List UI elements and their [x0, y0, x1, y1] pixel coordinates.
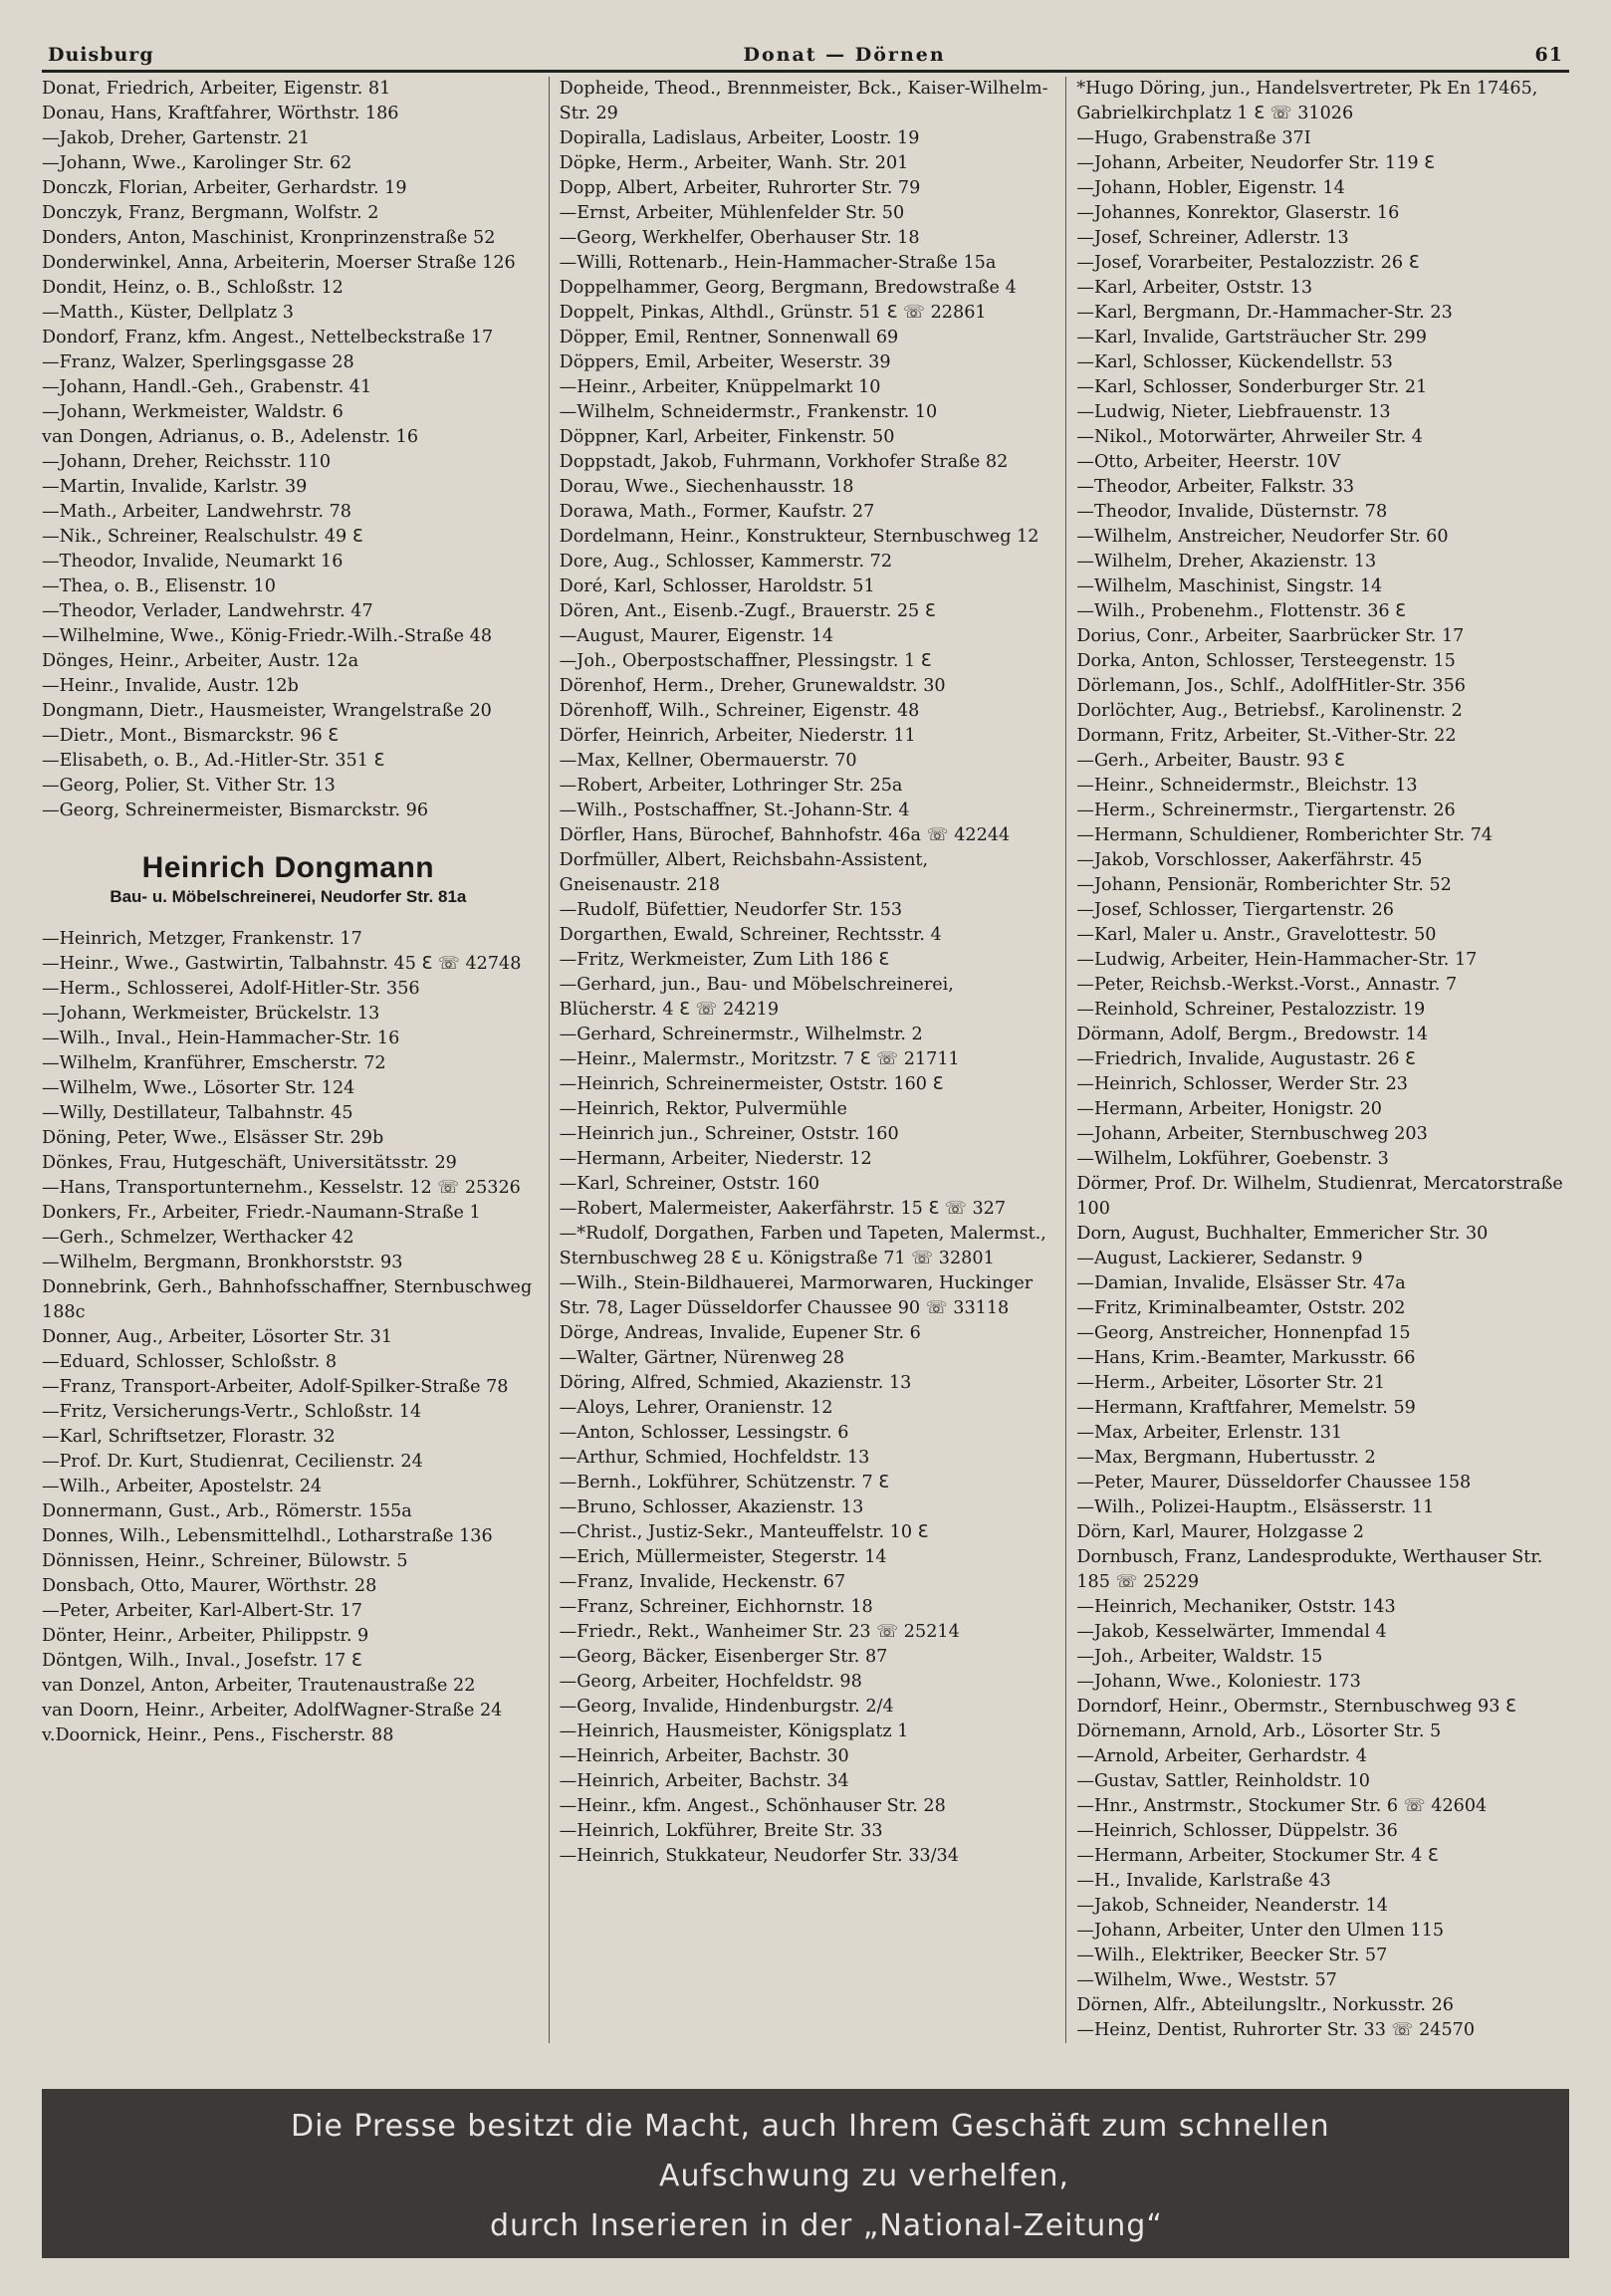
directory-entry: —Martin, Invalide, Karlstr. 39: [42, 477, 308, 497]
directory-entry: —Fritz, Werkmeister, Zum Lith 186 ℇ: [559, 950, 890, 970]
directory-entry: —Bruno, Schlosser, Akazienstr. 13: [559, 1497, 864, 1517]
directory-entry: Dore, Aug., Schlosser, Kammerstr. 72: [559, 552, 893, 572]
directory-entry: —Wilhelm, Kranführer, Emscherstr. 72: [42, 1053, 386, 1073]
directory-entry: Donczk, Florian, Arbeiter, Gerhardstr. 19: [42, 178, 407, 198]
directory-entry: —Max, Kellner, Obermauerstr. 70: [559, 751, 857, 771]
column-2-entries: [560, 77, 1052, 1869]
directory-entry: —Willi, Rottenarb., Hein-Hammacher-Straße 15a: [559, 253, 997, 273]
directory-entry: —Gerh., Schmelzer, Werthacker 42: [42, 1228, 354, 1248]
directory-entry: —Theodor, Arbeiter, Falkstr. 33: [1076, 477, 1355, 497]
directory-entry: —Jakob, Vorschlosser, Aakerfährstr. 45: [1076, 850, 1423, 870]
directory-entry: Dörlemann, Jos., Schlf., AdolfHitler-Str. 356: [1076, 676, 1466, 696]
directory-entry: —Heinrich, Schlosser, Werder Str. 23: [1076, 1074, 1408, 1094]
directory-entry: —Gerhard, jun., Bau- und Möbelschreinerei, Blücherstr. 4 ℇ ☏ 24219: [559, 975, 954, 1020]
directory-entry: —Johann, Werkmeister, Waldstr. 6: [42, 402, 344, 422]
directory-entry: —Otto, Arbeiter, Heerstr. 10V: [1076, 452, 1341, 472]
directory-entry: —Josef, Schlosser, Tiergartenstr. 26: [1076, 900, 1394, 920]
ad-business-name: Heinrich Dongmann: [141, 851, 435, 884]
directory-entry: Döntgen, Wilh., Inval., Josefstr. 17 ℇ: [42, 1651, 362, 1671]
header-range: Donat — Dörnen: [743, 44, 946, 66]
directory-entry: —Gerh., Arbeiter, Baustr. 93 ℇ: [1076, 751, 1345, 771]
directory-entry: —Wilh., Probenehm., Flottenstr. 36 ℇ: [1076, 601, 1406, 621]
directory-entry: Dorau, Wwe., Siechenhausstr. 18: [559, 477, 854, 497]
directory-entry: —Hermann, Kraftfahrer, Memelstr. 59: [1076, 1398, 1416, 1418]
page-number: 61: [1534, 44, 1563, 66]
directory-entry: —Ludwig, Arbeiter, Hein-Hammacher-Str. 17: [1076, 950, 1478, 970]
directory-entry: —Franz, Transport-Arbeiter, Adolf-Spilker-Straße 78: [42, 1377, 509, 1397]
directory-entry: Dongmann, Dietr., Hausmeister, Wrangelstraße 20: [42, 701, 492, 721]
page-header: [42, 44, 1569, 73]
directory-entry: Dopiralla, Ladislaus, Arbeiter, Loostr. 19: [559, 128, 920, 148]
directory-entry: —Hermann, Arbeiter, Niederstr. 12: [559, 1149, 872, 1169]
directory-entry: —Wilh., Arbeiter, Apostelstr. 24: [42, 1477, 323, 1496]
directory-entry: Dörfer, Heinrich, Arbeiter, Niederstr. 11: [559, 726, 916, 746]
directory-entry: —Heinz, Dentist, Ruhrorter Str. 33 ☏ 24570: [1076, 2020, 1476, 2040]
directory-entry: —Karl, Arbeiter, Oststr. 13: [1076, 278, 1313, 298]
directory-entry: Donders, Anton, Maschinist, Kronprinzenstraße 52: [42, 228, 496, 248]
directory-entry: Dönges, Heinr., Arbeiter, Austr. 12a: [42, 651, 359, 671]
directory-entry: —Walter, Gärtner, Nürenweg 28: [559, 1348, 845, 1368]
directory-entry: —Karl, Maler u. Anstr., Gravelottestr. 50: [1076, 925, 1437, 945]
directory-entry: —Reinhold, Schreiner, Pestalozzistr. 19: [1076, 1000, 1426, 1020]
directory-entry: Dorlöchter, Aug., Betriebsf., Karolinenstr. 2: [1076, 701, 1463, 721]
directory-entry: —Johann, Pensionär, Romberichter Str. 52: [1076, 875, 1452, 895]
directory-entry: van Dongen, Adrianus, o. B., Adelenstr. 16: [42, 427, 419, 447]
directory-entry: Dorndorf, Heinr., Obermstr., Sternbuschweg 93 ℇ: [1076, 1697, 1516, 1717]
business-ad: [42, 851, 535, 909]
directory-entry: Dormann, Fritz, Arbeiter, St.-Vither-Str. 22: [1076, 726, 1457, 746]
directory-entry: —Heinr., Malermstr., Moritzstr. 7 ℇ ☏ 21711: [559, 1049, 960, 1069]
directory-entry: —Gerhard, Schreinermstr., Wilhelmstr. 2: [559, 1025, 923, 1044]
directory-entry: Donau, Hans, Kraftfahrer, Wörthstr. 186: [42, 104, 399, 123]
directory-entry: —Georg, Werkhelfer, Oberhauser Str. 18: [559, 228, 920, 248]
directory-entry: —Joh., Oberpostschaffner, Plessingstr. 1 ℇ: [559, 651, 932, 671]
directory-entry: Dorius, Conr., Arbeiter, Saarbrücker Str. 17: [1076, 626, 1465, 646]
directory-entry: Dörn, Karl, Maurer, Holzgasse 2: [1076, 1522, 1364, 1542]
directory-entry: —Wilhelm, Lokführer, Goebenstr. 3: [1076, 1149, 1389, 1169]
directory-entry: —Karl, Invalide, Gartsträucher Str. 299: [1076, 328, 1427, 347]
directory-entry: —Georg, Arbeiter, Hochfeldstr. 98: [559, 1672, 862, 1692]
directory-entry: Döppner, Karl, Arbeiter, Finkenstr. 50: [559, 427, 895, 447]
directory-entry: —Erich, Müllermeister, Stegerstr. 14: [559, 1547, 887, 1567]
directory-entry: —Hans, Krim.-Beamter, Markusstr. 66: [1076, 1348, 1416, 1368]
directory-entry: —*Rudolf, Dorgathen, Farben und Tapeten, Malermst., Sternbuschweg 28 ℇ u. Königstraße 71 ☏ 32801: [559, 1224, 1046, 1268]
directory-entry: —Georg, Polier, St. Vither Str. 13: [42, 776, 336, 796]
directory-entry: —Fritz, Kriminalbeamter, Oststr. 202: [1076, 1298, 1406, 1318]
directory-entry: —Jakob, Schneider, Neanderstr. 14: [1076, 1896, 1388, 1916]
directory-entry: —Theodor, Invalide, Düsternstr. 78: [1076, 502, 1388, 522]
directory-entry: —Dietr., Mont., Bismarckstr. 96 ℇ: [42, 726, 340, 746]
directory-entry: —Heinrich, Stukkateur, Neudorfer Str. 33/34: [559, 1846, 959, 1866]
directory-entry: —Karl, Schreiner, Oststr. 160: [559, 1174, 820, 1194]
banner-line-2: Aufschwung zu verhelfen,: [659, 2159, 1070, 2193]
columns: [42, 77, 1569, 2043]
directory-entry: Donnes, Wilh., Lebensmittelhdl., Lotharstraße 136: [42, 1526, 493, 1546]
directory-entry: —Wilhelm, Wwe., Lösorter Str. 124: [42, 1078, 355, 1098]
directory-entry: Dönnissen, Heinr., Schreiner, Bülowstr. 5: [42, 1551, 408, 1571]
directory-entry: —Wilhelm, Maschinist, Singstr. 14: [1076, 576, 1383, 596]
directory-entry: Doppstadt, Jakob, Fuhrmann, Vorkhofer Straße 82: [559, 452, 1009, 472]
directory-entry: —Hugo, Grabenstraße 37I: [1076, 128, 1311, 148]
directory-entry: —Nik., Schreiner, Realschulstr. 49 ℇ: [42, 527, 363, 547]
directory-entry: —Matth., Küster, Dellplatz 3: [42, 303, 294, 323]
directory-entry: —Arnold, Arbeiter, Gerhardstr. 4: [1076, 1746, 1367, 1766]
directory-entry: Donkers, Fr., Arbeiter, Friedr.-Naumann-Straße 1: [42, 1203, 481, 1223]
directory-entry: Donat, Friedrich, Arbeiter, Eigenstr. 81: [42, 79, 391, 99]
directory-entry: —Friedr., Rekt., Wanheimer Str. 23 ☏ 25214: [559, 1622, 960, 1642]
directory-entry: —Fritz, Versicherungs-Vertr., Schloßstr. 14: [42, 1402, 422, 1422]
directory-entry: Dornbusch, Franz, Landesprodukte, Werthauser Str. 185 ☏ 25229: [1076, 1547, 1543, 1592]
directory-entry: —Georg, Bäcker, Eisenberger Str. 87: [559, 1647, 888, 1667]
directory-entry: —Hans, Transportunternehm., Kesselstr. 12 ☏ 25326: [42, 1178, 521, 1198]
directory-entry: —Prof. Dr. Kurt, Studienrat, Cecilienstr. 24: [42, 1452, 423, 1472]
directory-entry: —Friedrich, Invalide, Augustastr. 26 ℇ: [1076, 1049, 1416, 1069]
directory-entry: —Christ., Justiz-Sekr., Manteuffelstr. 10 ℇ: [559, 1522, 929, 1542]
directory-entry: Doppelt, Pinkas, Althdl., Grünstr. 51 ℇ ☏ 22861: [559, 303, 987, 323]
directory-entry: —Max, Arbeiter, Erlenstr. 131: [1076, 1423, 1343, 1443]
directory-entry: —Johann, Hobler, Eigenstr. 14: [1076, 178, 1345, 198]
directory-entry: —Johannes, Konrektor, Glaserstr. 16: [1076, 203, 1400, 223]
directory-entry: Dörfler, Hans, Bürochef, Bahnhofstr. 46a ☏ 42244: [559, 825, 1011, 845]
directory-entry: —Johann, Dreher, Reichsstr. 110: [42, 452, 332, 472]
column-1-entries-top: [42, 77, 535, 823]
directory-entry: —Wilhelm, Bergmann, Bronkhorststr. 93: [42, 1253, 403, 1272]
column-3: [1065, 77, 1569, 2043]
directory-entry: —Bernh., Lokführer, Schützenstr. 7 ℇ: [559, 1473, 890, 1492]
directory-entry: van Donzel, Anton, Arbeiter, Trautenaustraße 22: [42, 1676, 476, 1696]
directory-entry: —Johann, Arbeiter, Sternbuschweg 203: [1076, 1124, 1428, 1144]
directory-entry: —Josef, Schreiner, Adlerstr. 13: [1076, 228, 1349, 248]
directory-entry: —Theodor, Verlader, Landwehrstr. 47: [42, 601, 373, 621]
directory-entry: —Wilhelm, Wwe., Weststr. 57: [1076, 1970, 1337, 1990]
directory-entry: Donderwinkel, Anna, Arbeiterin, Moerser Straße 126: [42, 253, 516, 273]
directory-entry: Doré, Karl, Schlosser, Haroldstr. 51: [559, 576, 875, 596]
directory-entry: —Wilh., Inval., Hein-Hammacher-Str. 16: [42, 1029, 400, 1048]
header-city: Duisburg: [48, 44, 154, 66]
directory-entry: Dönkes, Frau, Hutgeschäft, Universitätsstr. 29: [42, 1153, 457, 1173]
directory-entry: Doppelhammer, Georg, Bergmann, Bredowstraße 4: [559, 278, 1017, 298]
directory-entry: —Herm., Arbeiter, Lösorter Str. 21: [1076, 1373, 1386, 1393]
directory-entry: —Robert, Arbeiter, Lothringer Str. 25a: [559, 776, 903, 796]
directory-entry: —Johann, Arbeiter, Neudorfer Str. 119 ℇ: [1076, 153, 1435, 173]
directory-entry: Dörge, Andreas, Invalide, Eupener Str. 6: [559, 1323, 921, 1343]
banner-line-1: Die Presse besitzt die Macht, auch Ihrem Geschäft zum schnellen: [291, 2109, 1330, 2144]
directory-entry: —Heinrich, Arbeiter, Bachstr. 30: [559, 1746, 849, 1766]
directory-entry: —Franz, Walzer, Sperlingsgasse 28: [42, 352, 354, 372]
directory-entry: —Georg, Anstreicher, Honnenpfad 15: [1076, 1323, 1411, 1343]
directory-entry: Donnebrink, Gerh., Bahnhofsschaffner, Sternbuschweg 188c: [42, 1277, 533, 1322]
directory-entry: —Heinr., Invalide, Austr. 12b: [42, 676, 299, 696]
directory-entry: —Johann, Werkmeister, Brückelstr. 13: [42, 1004, 380, 1024]
directory-entry: —Franz, Schreiner, Eichhornstr. 18: [559, 1597, 873, 1617]
directory-entry: —Max, Bergmann, Hubertusstr. 2: [1076, 1448, 1376, 1468]
directory-entry: —Theodor, Invalide, Neumarkt 16: [42, 552, 344, 572]
directory-entry: —Robert, Malermeister, Aakerfährstr. 15 ℇ ☏ 327: [559, 1199, 1007, 1219]
directory-entry: —Peter, Maurer, Düsseldorfer Chaussee 158: [1076, 1473, 1472, 1492]
directory-entry: —Franz, Invalide, Heckenstr. 67: [559, 1572, 846, 1592]
directory-entry: —Eduard, Schlosser, Schloßstr. 8: [42, 1352, 338, 1372]
directory-entry: —Wilh., Postschaffner, St.-Johann-Str. 4: [559, 801, 910, 820]
directory-entry: —Wilh., Polizei-Hauptm., Elsässerstr. 11: [1076, 1497, 1435, 1517]
directory-entry: —Nikol., Motorwärter, Ahrweiler Str. 4: [1076, 427, 1423, 447]
directory-entry: Donner, Aug., Arbeiter, Lösorter Str. 31: [42, 1327, 393, 1347]
directory-entry: —Jakob, Dreher, Gartenstr. 21: [42, 128, 311, 148]
directory-entry: Dörmer, Prof. Dr. Wilhelm, Studienrat, Mercatorstraße 100: [1076, 1174, 1563, 1219]
directory-entry: —Karl, Schlosser, Sonderburger Str. 21: [1076, 377, 1428, 397]
directory-entry: Dorka, Anton, Schlosser, Tersteegenstr. 15: [1076, 651, 1456, 671]
directory-entry: —Heinrich, Metzger, Frankenstr. 17: [42, 929, 362, 949]
directory-entry: —Karl, Schlosser, Kückendellstr. 53: [1076, 352, 1393, 372]
directory-entry: —Arthur, Schmied, Hochfeldstr. 13: [559, 1448, 870, 1468]
directory-entry: *Hugo Döring, jun., Handelsvertreter, Pk En 17465, Gabrielkirchplatz 1 ℇ ☏ 31026: [1076, 79, 1538, 123]
directory-entry: —Hermann, Schuldiener, Romberichter Str. 74: [1076, 825, 1494, 845]
directory-entry: —Karl, Bergmann, Dr.-Hammacher-Str. 23: [1076, 303, 1453, 323]
ad-business-line: Bau- u. Möbelschreinerei, Neudorfer Str. 81a: [110, 887, 467, 906]
column-3-entries: [1076, 77, 1569, 2043]
column-1-entries-bottom: [42, 927, 535, 1748]
directory-entry: —Heinrich, Rektor, Pulvermühle: [559, 1099, 847, 1119]
directory-entry: Dordelmann, Heinr., Konstrukteur, Sternbuschweg 12: [559, 527, 1039, 547]
directory-entry: Döning, Peter, Wwe., Elsässer Str. 29b: [42, 1128, 384, 1148]
directory-entry: —Heinr., kfm. Angest., Schönhauser Str. 28: [559, 1796, 946, 1816]
directory-entry: —Karl, Schriftsetzer, Florastr. 32: [42, 1427, 336, 1447]
directory-entry: —Ernst, Arbeiter, Mühlenfelder Str. 50: [559, 203, 905, 223]
directory-entry: Dorawa, Math., Former, Kaufstr. 27: [559, 502, 875, 522]
directory-entry: Dondorf, Franz, kfm. Angest., Nettelbeckstraße 17: [42, 328, 494, 347]
directory-entry: —August, Lackierer, Sedanstr. 9: [1076, 1249, 1363, 1268]
directory-entry: —Thea, o. B., Elisenstr. 10: [42, 576, 276, 596]
directory-entry: Dorn, August, Buchhalter, Emmericher Str. 30: [1076, 1224, 1489, 1244]
directory-entry: —Peter, Arbeiter, Karl-Albert-Str. 17: [42, 1601, 362, 1621]
directory-entry: Donnermann, Gust., Arb., Römerstr. 155a: [42, 1501, 412, 1521]
directory-entry: —Heinrich, Mechaniker, Oststr. 143: [1076, 1597, 1396, 1617]
directory-entry: —Damian, Invalide, Elsässer Str. 47a: [1076, 1273, 1406, 1293]
directory-entry: Dorfmüller, Albert, Reichsbahn-Assistent, Gneisenaustr. 218: [559, 850, 929, 895]
directory-entry: —Hnr., Anstrmstr., Stockumer Str. 6 ☏ 42604: [1076, 1796, 1488, 1816]
directory-entry: van Doorn, Heinr., Arbeiter, AdolfWagner-Straße 24: [42, 1701, 503, 1721]
directory-entry: —Heinrich, Lokführer, Breite Str. 33: [559, 1821, 883, 1841]
directory-entry: Döpper, Emil, Rentner, Sonnenwall 69: [559, 328, 899, 347]
directory-entry: —Wilhelmine, Wwe., König-Friedr.-Wilh.-Straße 48: [42, 626, 493, 646]
directory-entry: —H., Invalide, Karlstraße 43: [1076, 1871, 1331, 1891]
directory-entry: Dopheide, Theod., Brennmeister, Bck., Kaiser-Wilhelm-Str. 29: [559, 79, 1048, 123]
column-2: [549, 77, 1052, 2043]
directory-entry: —Hermann, Arbeiter, Stockumer Str. 4 ℇ: [1076, 1846, 1439, 1866]
directory-entry: Dorgarthen, Ewald, Schreiner, Rechtsstr. 4: [559, 925, 942, 945]
banner-line-3: durch Inserieren in der „National-Zeitung“: [490, 2208, 1163, 2243]
directory-entry: —Heinrich, Schlosser, Düppelstr. 36: [1076, 1821, 1398, 1841]
directory-entry: Döppers, Emil, Arbeiter, Weserstr. 39: [559, 352, 891, 372]
directory-entry: Donsbach, Otto, Maurer, Wörthstr. 28: [42, 1576, 377, 1596]
directory-entry: —Heinrich, Hausmeister, Königsplatz 1: [559, 1722, 909, 1741]
directory-entry: —Aloys, Lehrer, Oranienstr. 12: [559, 1398, 833, 1418]
directory-entry: —August, Maurer, Eigenstr. 14: [559, 626, 834, 646]
directory-entry: —Wilhelm, Anstreicher, Neudorfer Str. 60: [1076, 527, 1449, 547]
directory-entry: Donczyk, Franz, Bergmann, Wolfstr. 2: [42, 203, 379, 223]
directory-entry: —Gustav, Sattler, Reinholdstr. 10: [1076, 1771, 1370, 1791]
directory-entry: —Johann, Handl.-Geh., Grabenstr. 41: [42, 377, 372, 397]
newspaper-banner-ad: [42, 2089, 1569, 2258]
directory-entry: Döring, Alfred, Schmied, Akazienstr. 13: [559, 1373, 912, 1393]
directory-entry: —Anton, Schlosser, Lessingstr. 6: [559, 1423, 849, 1443]
directory-entry: —Heinrich, Schreinermeister, Oststr. 160 ℇ: [559, 1074, 944, 1094]
directory-entry: —Heinr., Wwe., Gastwirtin, Talbahnstr. 45 ℇ ☏ 42748: [42, 954, 522, 974]
directory-entry: Dören, Ant., Eisenb.-Zugf., Brauerstr. 25 ℇ: [559, 601, 936, 621]
directory-entry: Dörenhof, Herm., Dreher, Grunewaldstr. 30: [559, 676, 946, 696]
directory-entry: Dondit, Heinz, o. B., Schloßstr. 12: [42, 278, 344, 298]
directory-entry: —Herm., Schreinermstr., Tiergartenstr. 26: [1076, 801, 1456, 820]
directory-entry: —Wilh., Stein-Bildhauerei, Marmorwaren, Huckinger Str. 78, Lager Düsseldorfer Chaussee 90 ☏ 33118: [559, 1273, 1034, 1318]
directory-entry: Dörmann, Adolf, Bergm., Bredowstr. 14: [1076, 1025, 1429, 1044]
directory-entry: Dörenhoff, Wilh., Schreiner, Eigenstr. 48: [559, 701, 920, 721]
directory-entry: —Heinr., Schneidermstr., Bleichstr. 13: [1076, 776, 1418, 796]
directory-entry: Dörnemann, Arnold, Arb., Lösorter Str. 5: [1076, 1722, 1442, 1741]
directory-entry: —Rudolf, Büfettier, Neudorfer Str. 153: [559, 900, 903, 920]
directory-entry: —Johann, Wwe., Karolinger Str. 62: [42, 153, 352, 173]
directory-entry: —Jakob, Kesselwärter, Immendal 4: [1076, 1622, 1387, 1642]
directory-entry: —Hermann, Arbeiter, Honigstr. 20: [1076, 1099, 1382, 1119]
directory-entry: —Heinr., Arbeiter, Knüppelmarkt 10: [559, 377, 881, 397]
directory-entry: —Josef, Vorarbeiter, Pestalozzistr. 26 ℇ: [1076, 253, 1420, 273]
directory-entry: —Peter, Reichsb.-Werkst.-Vorst., Annastr. 7: [1076, 975, 1458, 995]
directory-entry: —Georg, Schreinermeister, Bismarckstr. 96: [42, 801, 429, 820]
directory-entry: Dörnen, Alfr., Abteilungsltr., Norkusstr. 26: [1076, 1995, 1454, 2015]
directory-entry: Dopp, Albert, Arbeiter, Ruhrorter Str. 79: [559, 178, 921, 198]
directory-entry: —Wilhelm, Dreher, Akazienstr. 13: [1076, 552, 1377, 572]
directory-entry: v.Doornick, Heinr., Pens., Fischerstr. 88: [42, 1725, 394, 1745]
directory-entry: —Heinrich jun., Schreiner, Oststr. 160: [559, 1124, 899, 1144]
directory-entry: —Georg, Invalide, Hindenburgstr. 2/4: [559, 1697, 894, 1717]
directory-entry: —Wilh., Elektriker, Beecker Str. 57: [1076, 1946, 1388, 1965]
directory-entry: —Heinrich, Arbeiter, Bachstr. 34: [559, 1771, 849, 1791]
directory-entry: —Johann, Arbeiter, Unter den Ulmen 115: [1076, 1921, 1445, 1941]
directory-entry: —Ludwig, Nieter, Liebfrauenstr. 13: [1076, 402, 1391, 422]
directory-entry: Döpke, Herm., Arbeiter, Wanh. Str. 201: [559, 153, 909, 173]
directory-entry: Dönter, Heinr., Arbeiter, Philippstr. 9: [42, 1626, 369, 1646]
directory-entry: —Elisabeth, o. B., Ad.-Hitler-Str. 351 ℇ: [42, 751, 385, 771]
directory-entry: —Willy, Destillateur, Talbahnstr. 45: [42, 1103, 353, 1123]
directory-entry: —Johann, Wwe., Koloniestr. 173: [1076, 1672, 1361, 1692]
directory-entry: —Joh., Arbeiter, Waldstr. 15: [1076, 1647, 1323, 1667]
directory-entry: —Wilhelm, Schneidermstr., Frankenstr. 10: [559, 402, 938, 422]
directory-entry: —Herm., Schlosserei, Adolf-Hitler-Str. 356: [42, 979, 420, 999]
directory-entry: —Math., Arbeiter, Landwehrstr. 78: [42, 502, 351, 522]
column-1: [42, 77, 535, 2043]
